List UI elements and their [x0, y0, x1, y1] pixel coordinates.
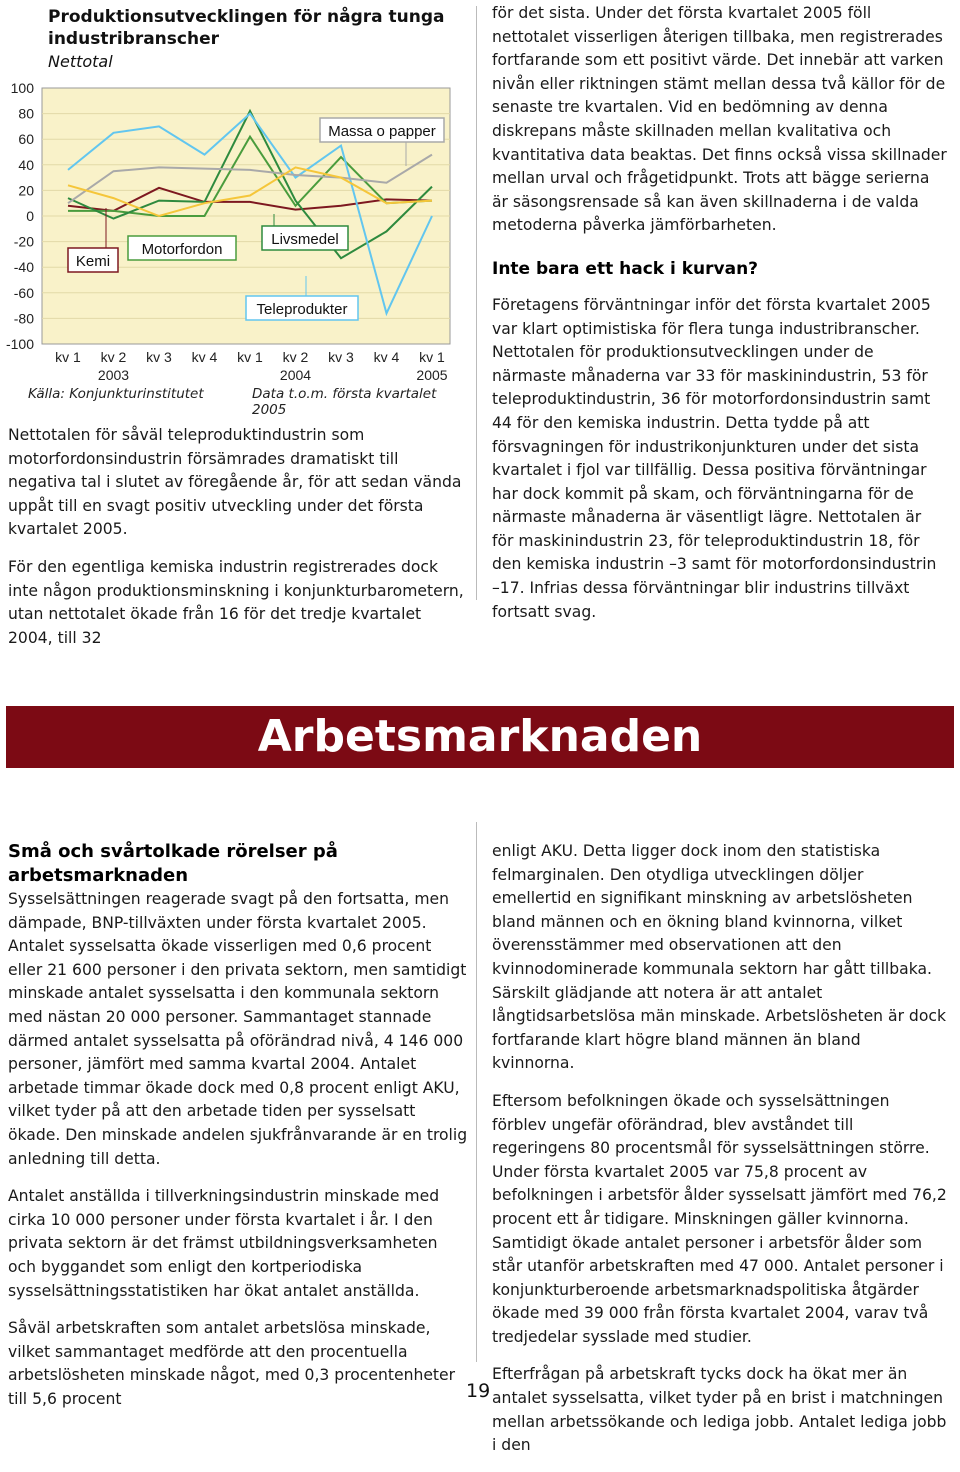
year-label: 2004	[279, 367, 312, 383]
col4-paragraph-1: enligt AKU. Detta ligger dock inom den statistiska felmarginalen. Den otydliga utvecklingen döljer emellertid en signifikant minskning av arbetslösheten bland männen och en ökning bland kvinnorna, vilket överensstämmer med observationen att den kvinnodominerade kommunala sektorn har gått tillbaka. Särskilt glädjande att notera är att antalet långtidsarbetslösa män minskade. Arbetslösheten är dock fortfarande klart högre bland männen än bland kvinnorna.	[492, 842, 946, 1073]
label-massa	[320, 118, 444, 142]
col4-paragraph-2: Eftersom befolkningen ökade och sysselsättningen förblev ungefär oförändrad, blev avståndet till regeringens 80 procentsmål för sysselsättningen större. Under första kvartalet 2005 var 75,8 procent av befolkningen i arbetsför ålder sysselsatt jämfört med 76,2 procent ett år tidigare. Minskningen gäller kvinnorna. Samtidigt ökade antalet personer i arbetsför ålder som står utanför arbetskraften med 47 000. Antalet personer i konjunkturberoende arbetsmarknadspolitiska åtgärder ökade med 39 000 från första kvartalet 2004, varav två tredjedelar sysslade med studier.	[492, 1091, 947, 1346]
label-teleprodukter	[246, 296, 358, 320]
col3-heading: Små och svårtolkade rörelser på arbetsmarknaden	[8, 841, 338, 886]
x-tick-label: kv 4	[373, 349, 400, 365]
y-tick-label: 40	[18, 156, 34, 173]
col2-heading: Inte bara ett hack i kurvan?	[492, 258, 759, 279]
chart-note: Data t.o.m. första kvartalet 2005	[252, 386, 437, 418]
y-tick-label: 0	[26, 208, 34, 224]
production-chart	[6, 0, 454, 418]
col3-paragraph-3: Såväl arbetskraften som antalet arbetslösa minskade, vilket sammantaget medförde att den procentuella arbetslösheten minskade något, med 0,3 procentenheter till 5,6 procent	[8, 1319, 456, 1408]
x-tick-label: kv 4	[191, 349, 218, 365]
x-tick-label: kv 1	[419, 349, 445, 365]
col3-paragraph-2: Antalet anställda i tillverkningsindustrin minskade med cirka 10 000 personer under första kvartalet i år. I den privata sektorn är det främst utbildningsverksamheten och byggandet som enligt den kortperiodiska sysselsättningsstatistiken har ökat antalet anställda.	[8, 1187, 440, 1300]
y-tick-label: -40	[13, 259, 34, 276]
label-kemi-text: Kemi	[75, 253, 111, 270]
label-tele-text: Teleprodukter	[256, 301, 348, 318]
y-tick-label: 80	[18, 105, 34, 122]
x-tick-labels	[55, 349, 445, 365]
y-tick-label: 20	[18, 182, 34, 199]
y-tick-label: -100	[6, 336, 34, 352]
col3-paragraph-1: Sysselsättningen reagerade svagt på den fortsatta, men dämpade, BNP-tillväxten under första kvartalet 2005. Antalet sysselsatta ökade visserligen med 0,6 procent eller 21 600 personer i den privata sektorn, men samtidigt minskade antalet sysselsatta i den kommunala sektorn med nästan 20 000 personer. Sammantaget stannade därmed antalet sysselsatta på oförändrad nivå, 4 146 000 personer, jämfört med samma kvartal 2004. Antalet arbetade timmar ökade dock med 0,8 procent enligt AKU, vilket tyder på att den arbetade tiden per sysselsatt ökade. Den minskade andelen sjukfrånvarande är en trolig anledning till detta.	[8, 890, 468, 1168]
page-number: 19	[466, 1380, 491, 1402]
y-tick-label: 60	[18, 131, 34, 148]
col2-paragraph-1: för det sista. Under det första kvartalet 2005 föll nettotalet visserligen återigen tillbaka, men registrerades fortfarande som ett positivt värde. Det innebär att varken nivån eller riktningen stämt mellan dessa två källor för de senaste tre kvartalen. Vid en bedömning av denna diskrepans måste skillnaden mellan kvalitativa och kvantitativa data beaktas. Det finns också vissa skillnader mellan urval och frågetidpunkt. Trots att bägge serierna är säsongsrensade så kan även skillnaderna i de valda metoderna påverka jämförbarheten.	[492, 4, 947, 235]
chart-source: Källa: Konjunkturinstitutet	[28, 386, 204, 402]
label-livsmedel-text: Livsmedel	[271, 231, 339, 248]
y-tick-labels	[6, 80, 34, 352]
label-kemi	[68, 248, 118, 272]
label-motorfordon-text: Motorfordon	[141, 241, 223, 258]
column-divider-bottom	[476, 822, 477, 1362]
year-labels	[98, 367, 448, 383]
col2-paragraph-2: Företagens förväntningar inför det första kvartalet 2005 var klart optimistiska för flera tunga industribranscher. Nettotalen för produktionsutvecklingen under de närmaste månaderna var 33 för maskinindustrin, 53 för teleproduktindustrin, 36 för motorfordonsindustrin samt 44 för den kemiska industrin. Detta tydde på att försvagningen för industrikonjunkturen under det sista kvartalet i fjol var tillfällig. Dessa positiva förväntningar har dock kommit på skam, och förväntningarna för de närmaste månaderna är väsentligt lägre. Nettotalen är för maskinindustrin 23, för teleproduktindustrin 18, för den kemiska industrin –3 samt för motorfordonsindustrin –17. Infrias dessa förväntningar blir industrins tillväxt fortsatt svag.	[492, 295, 937, 621]
column-4	[492, 840, 947, 1472]
x-tick-label: kv 1	[237, 349, 263, 365]
year-label: 2005	[416, 367, 448, 383]
section-banner: Arbetsmarknaden	[6, 706, 954, 768]
y-tick-label: 100	[10, 80, 34, 96]
y-tick-label: -60	[13, 284, 34, 301]
year-label: 2003	[97, 367, 130, 383]
column-1	[8, 424, 468, 664]
x-tick-label: kv 2	[282, 349, 309, 365]
column-divider-top	[476, 6, 477, 600]
col1-paragraph-1: Nettotalen för såväl teleproduktindustrin som motorfordonsindustrin försämrades dramatiskt till negativa tal i slutet av föregående år, för att sedan vända uppåt till en svagt positiv utveckling under det första kvartalet 2005.	[8, 426, 462, 539]
y-tick-label: -20	[13, 233, 34, 250]
x-tick-label: kv 1	[55, 349, 81, 365]
label-massa-text: Massa o papper	[328, 123, 436, 140]
column-3	[8, 840, 468, 1425]
x-tick-label: kv 2	[100, 349, 127, 365]
column-2	[492, 2, 947, 638]
col1-paragraph-2: För den egentliga kemiska industrin registrerades dock inte någon produktionsminskning i konjunkturbarometern, utan nettotalet ökade från 16 för det tredje kvartalet 2004, till 32	[8, 557, 464, 647]
chart-title: Produktionsutvecklingen för några tunga industribranscher	[48, 7, 445, 49]
x-tick-label: kv 3	[146, 349, 172, 365]
label-livsmedel	[262, 226, 348, 250]
x-tick-label: kv 3	[328, 349, 354, 365]
chart-subtitle: Nettotal	[48, 52, 113, 71]
y-tick-label: -80	[13, 310, 34, 327]
label-motorfordon	[128, 236, 236, 260]
col4-paragraph-3: Efterfrågan på arbetskraft tycks dock ha ökat mer än antalet sysselsatta, vilket tyder på en brist i matchningen mellan arbetssökande och lediga jobb. Antalet lediga jobb i den	[492, 1365, 947, 1455]
